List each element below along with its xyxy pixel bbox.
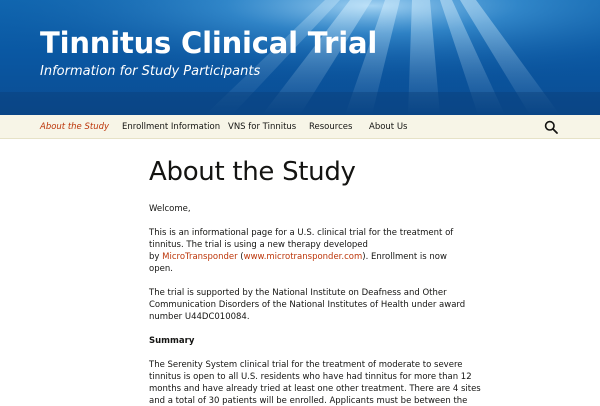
site-description: Information for Study Participants (40, 64, 261, 79)
intro-line-3 (149, 252, 447, 262)
summary-line-3: months and have already tried at least one other treatment. There are 4 sites (149, 384, 481, 394)
microtransponder-link[interactable]: MicroTransponder (162, 252, 238, 262)
main-navigation (0, 115, 600, 139)
intro-line-4: open. (149, 264, 173, 274)
microtransponder-url-link[interactable]: www.microtransponder.com (243, 252, 363, 262)
summary-line-4: and a total of 30 patients will be enrolled. Applicants must be between the (149, 396, 468, 406)
nav-item-vns-for-tinnitus[interactable]: VNS for Tinnitus (228, 122, 297, 132)
support-line-2: Communication Disorders of the National Institutes of Health under award (149, 300, 466, 310)
greeting-text: Welcome, (149, 204, 191, 214)
nav-item-resources[interactable]: Resources (309, 122, 353, 132)
intro-line-1: This is an informational page for a U.S. clinical trial for the treatment of (149, 228, 454, 238)
summary-line-2: tinnitus is open to all U.S. residents who have had tinnitus for more than 12 (149, 372, 472, 382)
nav-item-about-the-study[interactable]: About the Study (40, 122, 110, 132)
page-content (149, 139, 481, 406)
intro-line-3-prefix: by (149, 252, 163, 262)
summary-heading: Summary (149, 336, 195, 346)
support-line-1: The trial is supported by the National Institute on Deafness and Other (149, 288, 447, 298)
support-line-3: number U44DC010084. (149, 312, 250, 322)
page-title: About the Study (149, 157, 356, 187)
nav-item-about-us[interactable]: About Us (369, 122, 408, 132)
site-title[interactable]: Tinnitus Clinical Trial (40, 26, 378, 60)
intro-line-3-suffix: ). Enrollment is now (362, 252, 447, 262)
site-header (0, 0, 600, 115)
search-icon[interactable] (544, 120, 558, 134)
intro-line-3-mid: ( (237, 252, 244, 262)
nav-item-enrollment-information[interactable]: Enrollment Information (122, 122, 221, 132)
summary-line-1: The Serenity System clinical trial for the treatment of moderate to severe (149, 360, 463, 370)
intro-line-2: tinnitus. The trial is using a new therapy developed (149, 240, 368, 250)
